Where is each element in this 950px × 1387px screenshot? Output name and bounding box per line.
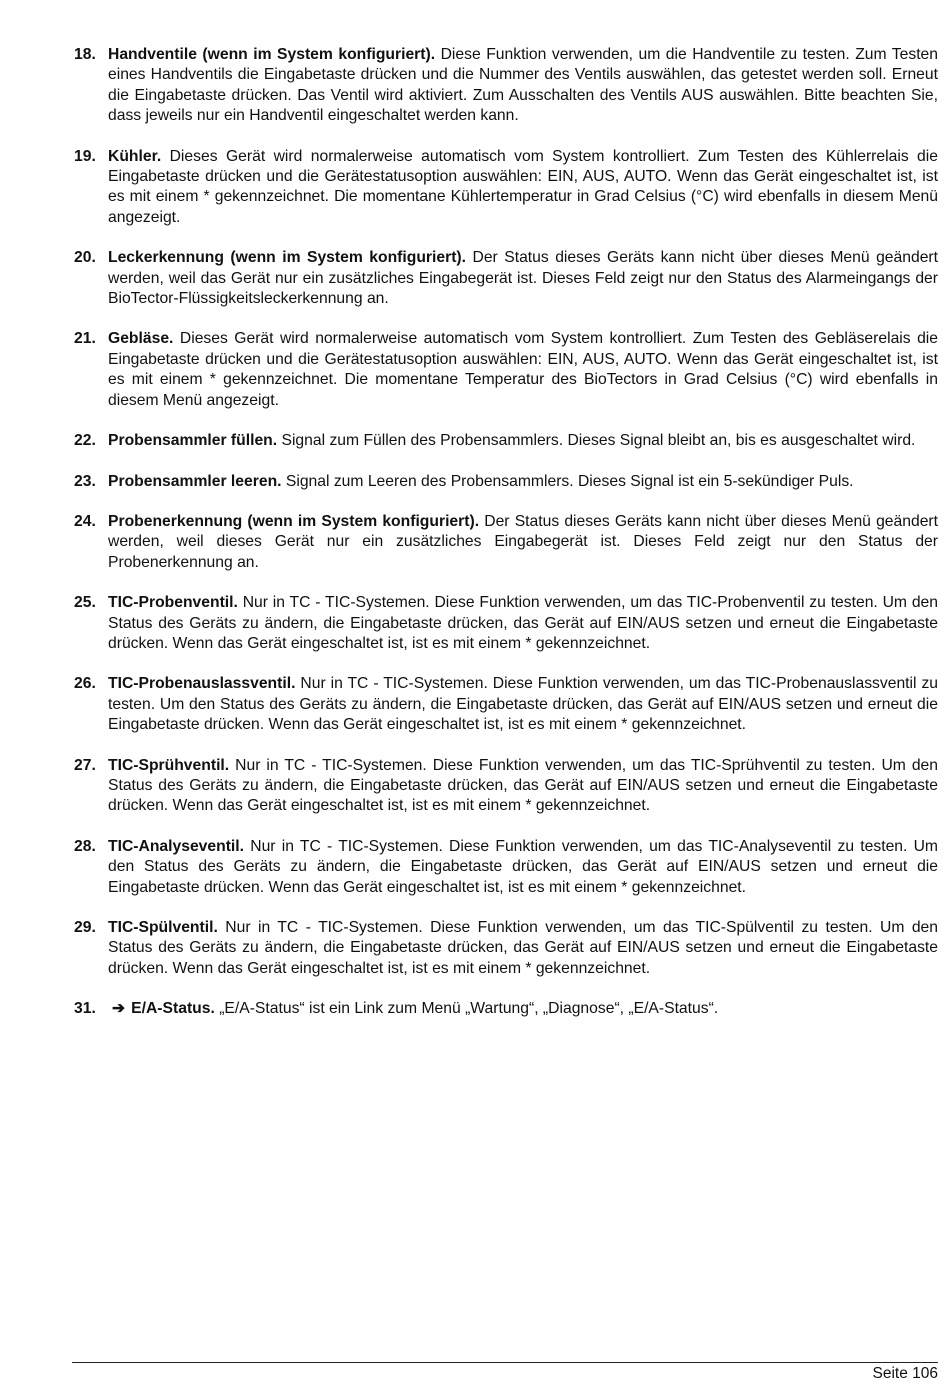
item-text: Diese Funktion verwenden, um die Handventile zu testen. Zum Testen eines Handventils die Eingabetaste drücken und die Nummer des Ventils auswählen, das getestet werden soll. Erneut die Eingabetaste drücken. Das Ventil wird aktiviert. Zum Ausschalten des Ventils AUS auswählen. Bitte beachten Sie, dass jeweils nur ein Handventil eingeschaltet werden kann. bbox=[108, 46, 939, 125]
list-item-29 bbox=[74, 918, 938, 979]
item-body bbox=[108, 999, 938, 1019]
item-term: Kühler. bbox=[108, 147, 162, 165]
list-item-21 bbox=[74, 329, 938, 411]
item-text: Nur in TC - TIC-Systemen. Diese Funktion verwenden, um das TIC-Analyseventil zu testen. Um den Status des Geräts zu ändern, die Eingabetaste drücken, das Gerät auf EIN/AUS setzen und erneut die Eingabetaste drücken. Wenn das Gerät eingeschaltet ist, ist es mit einem * gekennzeichnet. bbox=[108, 837, 938, 896]
list-item-28 bbox=[74, 837, 938, 898]
item-body bbox=[108, 45, 938, 127]
item-number: 31. bbox=[74, 1000, 96, 1018]
item-body bbox=[108, 472, 938, 492]
item-number: 25. bbox=[74, 594, 96, 612]
item-body bbox=[108, 756, 938, 817]
item-text: Nur in TC - TIC-Systemen. Diese Funktion verwenden, um das TIC-Sprühventil zu testen. Um den Status des Geräts zu ändern, die Eingabetaste drücken, das Gerät auf EIN/AUS setzen und erneut die Eingabetaste drücken. Wenn das Gerät eingeschaltet ist, ist es mit einem * gekennzeichnet. bbox=[108, 756, 939, 815]
list-item-22 bbox=[74, 431, 938, 451]
item-number: 29. bbox=[74, 919, 96, 936]
item-number: 26. bbox=[74, 675, 96, 693]
item-body bbox=[108, 329, 938, 411]
list-item-20 bbox=[74, 248, 938, 309]
item-text: Signal zum Leeren des Probensammlers. Dieses Signal ist ein 5-sekündiger Puls. bbox=[285, 472, 854, 490]
item-body bbox=[108, 147, 938, 229]
item-term: Gebläse. bbox=[108, 330, 174, 348]
item-term: TIC-Spülventil. bbox=[108, 919, 218, 936]
list-item-26 bbox=[74, 674, 938, 735]
item-number: 28. bbox=[74, 837, 96, 855]
item-text: Nur in TC - TIC-Systemen. Diese Funktion verwenden, um das TIC-Probenventil zu testen. Um den Status des Geräts zu ändern, die Eingabetaste drücken, das Gerät auf EIN/AUS setzen und erneut die Eingabetaste drücken. Wenn das Gerät eingeschaltet ist, ist es mit einem * gekennzeichnet. bbox=[108, 594, 939, 652]
item-term: Probenerkennung (wenn im System konfiguriert). bbox=[108, 512, 480, 530]
item-body bbox=[108, 593, 938, 654]
list-item-19 bbox=[74, 147, 938, 229]
item-term: Probensammler leeren. bbox=[108, 472, 282, 490]
list-item-25 bbox=[74, 593, 938, 654]
item-text: Nur in TC - TIC-Systemen. Diese Funktion verwenden, um das TIC-Probenauslassventil zu testen. Um den Status des Geräts zu ändern, die Eingabetaste drücken, das Gerät auf EIN/AUS setzen und erneut die Eingabetaste drücken. Wenn das Gerät eingeschaltet ist, ist es mit einem * gekennzeichnet. bbox=[108, 675, 939, 734]
item-number: 18. bbox=[74, 46, 96, 63]
item-body bbox=[108, 431, 938, 451]
item-term: Probensammler füllen. bbox=[108, 432, 278, 450]
item-number: 22. bbox=[74, 432, 96, 450]
item-body bbox=[108, 918, 938, 979]
item-body bbox=[108, 248, 938, 309]
item-text: Dieses Gerät wird normalerweise automatisch vom System kontrolliert. Zum Testen des Kühlerrelais die Eingabetaste drücken und die Gerätestatusoption auswählen: EIN, AUS, AUTO. Wenn das Gerät eingeschaltet ist, ist es mit einem * gekennzeichnet. Die momentane Kühlertemperatur in Grad Celsius (°C) wird ebenfalls in diesem Menü angezeigt. bbox=[108, 147, 938, 226]
item-term: TIC-Probenauslassventil. bbox=[108, 675, 296, 693]
item-text: Signal zum Füllen des Probensammlers. Dieses Signal bleibt an, bis es ausgeschaltet wird. bbox=[281, 432, 916, 450]
item-term: Leckerkennung (wenn im System konfiguriert). bbox=[108, 249, 467, 267]
page-number: Seite 106 bbox=[872, 1365, 938, 1382]
list-item-18 bbox=[74, 45, 938, 127]
footer-divider bbox=[72, 1362, 938, 1363]
item-term: E/A-Status. bbox=[131, 1000, 215, 1018]
item-number: 21. bbox=[74, 330, 96, 348]
document-body bbox=[74, 45, 938, 1040]
item-term: TIC-Sprühventil. bbox=[108, 756, 230, 774]
list-item-23 bbox=[74, 472, 938, 492]
item-text: Der Status dieses Geräts kann nicht über dieses Menü geändert werden, weil das Gerät nur ein zusätzliches Eingabegerät ist. Dieses Feld zeigt nur den Status des Alarmeingangs der BioTector-Flüssigkeitsleckerkennung an. bbox=[108, 249, 938, 308]
item-text: Der Status dieses Geräts kann nicht über dieses Menü geändert werden, weil dieses Gerät nur ein zusätzliches Eingabegerät ist. Dieses Feld zeigt nur den Status der Probenerkennung an. bbox=[108, 512, 938, 571]
list-item-27 bbox=[74, 756, 938, 817]
item-term: TIC-Probenventil. bbox=[108, 594, 238, 612]
item-term: Handventile (wenn im System konfiguriert). bbox=[108, 46, 436, 63]
item-text: „E/A-Status“ ist ein Link zum Menü „Wartung“, „Diagnose“, „E/A-Status“. bbox=[219, 1000, 719, 1018]
list-item-24 bbox=[74, 512, 938, 573]
item-body bbox=[108, 674, 938, 735]
arrow-right-icon: ➔ bbox=[112, 1000, 126, 1018]
item-text: Dieses Gerät wird normalerweise automatisch vom System kontrolliert. Zum Testen des Gebläserelais die Eingabetaste drücken und die Gerätestatusoption auswählen: EIN, AUS, AUTO. Wenn das Gerät eingeschaltet ist, ist es mit einem * gekennzeichnet. Die momentane Temperatur des BioTectors in Grad Celsius (°C) wird ebenfalls in diesem Menü angezeigt. bbox=[108, 330, 939, 409]
item-number: 24. bbox=[74, 512, 96, 530]
list-item-31 bbox=[74, 999, 938, 1019]
item-body bbox=[108, 512, 938, 573]
item-number: 19. bbox=[74, 147, 96, 165]
item-body bbox=[108, 837, 938, 898]
item-text: Nur in TC - TIC-Systemen. Diese Funktion verwenden, um das TIC-Spülventil zu testen. Um den Status des Geräts zu ändern, die Eingabetaste drücken, das Gerät auf EIN/AUS setzen und erneut die Eingabetaste drücken. Wenn das Gerät eingeschaltet ist, ist es mit einem * gekennzeichnet. bbox=[108, 919, 939, 977]
item-number: 23. bbox=[74, 472, 96, 490]
item-number: 20. bbox=[74, 249, 96, 267]
item-term: TIC-Analyseventil. bbox=[108, 837, 244, 855]
item-number: 27. bbox=[74, 756, 96, 774]
